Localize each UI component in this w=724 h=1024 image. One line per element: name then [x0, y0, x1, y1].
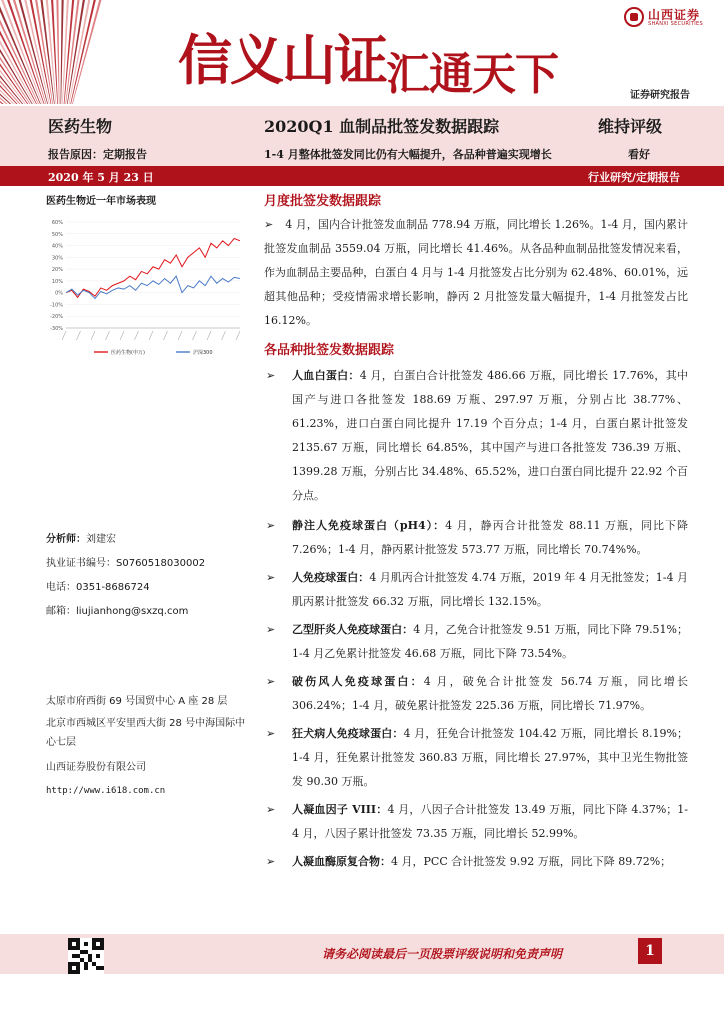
- item-text: 4 月，白蛋白合计批签发 486.66 万瓶，同比增长 17.76%，其中国产与进口各批签发 188.69 万瓶、297.97 万瓶，分别占比 38.77%、61.23%，进口白蛋白同比提升 17.19 个百分点；1-4 月，白蛋白累计批签发 2135.67 万瓶，同比增长 64.85%，其中国产与进口各批签发 736.39 万瓶、1399.28 万瓶，分别占比 34.48%、65.52%，进口白蛋白同比提升 22.92 个百分点。: [292, 369, 688, 502]
- company-logo: [624, 4, 720, 30]
- item-name: 静注人免疫球蛋白（pH4）：: [292, 519, 446, 532]
- item-name: 破伤风人免疫球蛋白：: [292, 675, 424, 688]
- item-name: 人免疫球蛋白：: [292, 571, 370, 584]
- x-tick-label: [178, 331, 182, 340]
- x-tick-label: [236, 331, 240, 340]
- y-tick-label: 0%: [55, 290, 63, 297]
- item-text: 4 月，乙免合计批签发 9.51 万瓶，同比下降 79.51%；1-4 月乙免累计批签发 46.68 万瓶，同比下降 73.54%。: [292, 623, 689, 660]
- section-title-varieties: 各品种批签发数据跟踪: [264, 343, 395, 358]
- list-item: [264, 722, 688, 794]
- logo-en: SHANXI SECURITIES: [648, 21, 703, 27]
- disclaimer: 请务必阅读最后一页股票评级说明和免责声明: [322, 947, 563, 961]
- address-taiyuan: 太原市府西街 69 号国贸中心 A 座 28 层: [46, 696, 228, 707]
- logo-mark-icon: [624, 7, 644, 27]
- phone: 电话：0351-8686724: [46, 582, 150, 593]
- x-tick-label: [120, 331, 124, 340]
- list-item: [264, 670, 688, 718]
- y-tick-label: 10%: [51, 278, 63, 285]
- list-item: [264, 514, 688, 562]
- slogan-part-1: 信义山证: [178, 28, 386, 92]
- x-tick-label: [193, 331, 197, 340]
- y-tick-label: -20%: [50, 314, 63, 321]
- legend-label: 沪深300: [193, 350, 213, 356]
- analyst-label: 分析师：: [46, 534, 86, 545]
- x-tick-label: [149, 331, 153, 340]
- slogan: [178, 18, 558, 100]
- item-name: 人凝血因子 VIII：: [292, 803, 388, 816]
- item-text: 4 月，静丙合计批签发 88.11 万瓶，同比下降 7.26%；1-4 月，静丙累计批签发 573.77 万瓶，同比增长 70.74%%。: [292, 519, 688, 556]
- arrow-bullet-icon: ➢: [266, 623, 276, 636]
- item-text: 4 月，八因子合计批签发 13.49 万瓶，同比下降 4.37%；1-4 月，八因子累计批签发 73.35 万瓶，同比增长 52.99%。: [292, 803, 688, 840]
- item-name: 人血白蛋白：: [292, 369, 360, 382]
- company-name: 山西证券股份有限公司: [46, 762, 146, 773]
- x-tick-label: [62, 331, 66, 340]
- item-name: 狂犬病人免疫球蛋白：: [292, 727, 404, 740]
- main-content: [264, 190, 688, 874]
- report-subtitle: 1-4 月整体批签发同比仍有大幅提升，各品种普遍实现增长: [264, 148, 552, 161]
- list-item: [264, 364, 688, 508]
- item-name: 乙型肝炎人免疫球蛋白：: [292, 623, 414, 636]
- market-chart: [36, 210, 248, 370]
- x-tick-label: [164, 331, 168, 340]
- monthly-text: 4 月，国内合计批签发血制品 778.94 万瓶，同比增长 1.26%。1-4 月，国内累计批签发血制品 3559.04 万瓶，同比增长 41.46%。从各品种血制品批签发情况来看，作为血制品主要品种，白蛋白 4 月与 1-4 月批签发占比分别为 62.48%、60.01%，远超其他品种；受疫情需求增长影响，静丙 2 月批签发量大幅提升，1-4 月批签发占比 16.12%。: [264, 218, 688, 327]
- list-item: [264, 850, 688, 874]
- y-tick-label: 20%: [51, 267, 63, 274]
- item-text: 4 月，破免合计批签发 56.74 万瓶，同比增长 306.24%；1-4 月，破免累计批签发 225.36 万瓶，同比增长 71.97%。: [292, 675, 688, 712]
- y-tick-label: -30%: [50, 326, 63, 332]
- website-link[interactable]: http://www.i618.com.cn: [46, 786, 166, 796]
- list-item: [264, 566, 688, 614]
- report-type: 证券研究报告: [630, 90, 690, 101]
- arrow-bullet-icon: ➢: [266, 369, 276, 382]
- x-tick-label: [106, 331, 110, 340]
- industry: 医药生物: [48, 117, 113, 136]
- item-text: 4 月，狂免合计批签发 104.42 万瓶，同比增长 8.19%；1-4 月，狂免累计批签发 360.83 万瓶，同比增长 27.97%，其中卫光生物批签发 90.30 万瓶。: [292, 727, 689, 788]
- y-tick-label: -10%: [50, 302, 63, 309]
- logo-cn: 山西证券: [648, 8, 701, 22]
- x-tick-label: [135, 331, 139, 340]
- list-item: [264, 798, 688, 846]
- report-reason: 报告原因：定期报告: [48, 148, 147, 161]
- analyst-name: 刘建宏: [86, 534, 116, 545]
- arrow-bullet-icon: ➢: [266, 675, 276, 688]
- chart-title: 医药生物近一年市场表现: [46, 196, 156, 207]
- analyst: [46, 530, 116, 545]
- arrow-bullet-icon: ➢: [266, 519, 276, 532]
- report-category: 行业研究/定期报告: [587, 171, 680, 184]
- x-tick-label: [77, 331, 81, 340]
- report-title: 2020Q1 血制品批签发数据跟踪: [264, 117, 500, 136]
- monthly-paragraph: [264, 213, 688, 333]
- rating: 维持评级: [598, 117, 663, 136]
- y-tick-label: 50%: [51, 231, 63, 238]
- variety-list: [264, 364, 688, 874]
- arrow-bullet-icon: ➢: [266, 803, 276, 816]
- market-chart-svg: [36, 210, 248, 370]
- y-tick-label: 60%: [51, 220, 63, 226]
- item-text: 4 月，PCC 合计批签发 9.92 万瓶，同比下降 89.72%；: [391, 855, 672, 868]
- license-number: 执业证书编号：S0760518030002: [46, 558, 206, 569]
- arrow-bullet-icon: ➢: [266, 855, 276, 868]
- qr-code-icon: [68, 938, 104, 974]
- y-tick-label: 40%: [51, 243, 63, 250]
- header-banner: [0, 0, 724, 104]
- slogan-part-2: 汇通天下: [386, 49, 558, 100]
- x-tick-label: [207, 331, 211, 340]
- date-bar: [0, 166, 724, 186]
- arrow-bullet-icon: ➢: [266, 727, 276, 740]
- arrow-bullet-icon: ➢: [266, 571, 276, 584]
- arrow-bullet-icon: ➢: [264, 218, 274, 231]
- item-name: 人凝血酶原复合物：: [292, 855, 391, 868]
- y-tick-label: 30%: [51, 255, 63, 262]
- series-line: [66, 238, 240, 297]
- email[interactable]: 邮箱：liujianhong@sxzq.com: [46, 606, 189, 617]
- page-number: 1: [638, 938, 662, 964]
- x-tick-label: [91, 331, 95, 340]
- list-item: [264, 618, 688, 666]
- section-title-monthly: 月度批签发数据跟踪: [264, 194, 382, 209]
- address-beijing: 北京市西城区平安里西大街 28 号中海国际中心七层: [46, 718, 246, 748]
- title-bar: [0, 106, 724, 166]
- rating-view: 看好: [628, 148, 650, 161]
- series-line: [66, 276, 240, 298]
- x-tick-label: [222, 331, 226, 340]
- report-date: 2020 年 5 月 23 日: [48, 171, 154, 184]
- legend-label: 医药生物(申万): [111, 350, 145, 356]
- item-text: 4 月肌丙合计批签发 4.74 万瓶，2019 年 4 月无批签发；1-4 月肌丙累计批签发 66.32 万瓶，同比增长 132.15%。: [292, 571, 689, 608]
